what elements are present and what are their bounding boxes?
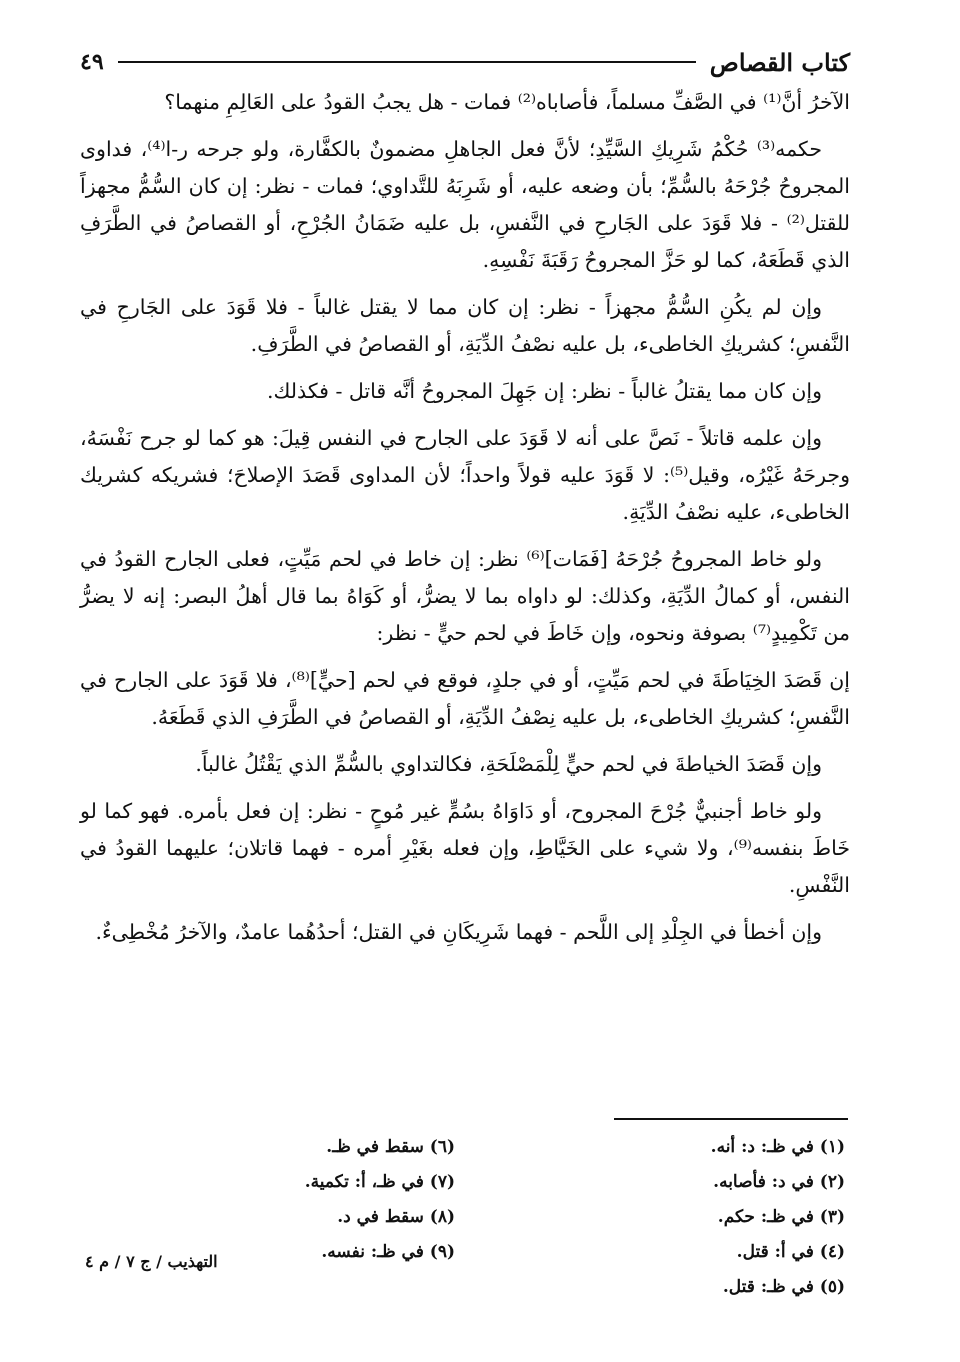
footnotes-right-column [585,1130,845,1305]
paragraph: إن قَصَدَ الخِيَاطَةَ في لحم مَيِّتٍ، أو في جلدٍ، فوقع في لحم [حيٍّ]⁽⁸⁾، فلا قَوَدَ على الجارح في النَّفسِ؛ كشريكِ الخاطىء، بل عليه نِصْفُ الدِّيَةِ، أو القصاصُ في الطَّرَفِ الذي قَطَعَهُ. [80,668,851,729]
footnote: (٤) في أ: قتل. [736,1242,845,1262]
footnote: (٨) سقط في د. [337,1207,455,1227]
footnote-divider [614,1118,848,1120]
footnote: (٧) في ظـ، أ: تكمية. [304,1172,455,1192]
printer-signature: التهذيب / ج ٧ / م ٤ [85,1252,218,1271]
paragraph: وإن علمه قاتلاً - نَصَّ على أنه لا قَوَدَ على الجارح في النفس قِيلَ: هو كما لو جرح نَفْسَهُ، وجرحَهُ غَيْرُه، وقيل⁽⁵⁾: لا قَوَدَ عليه قولاً واحداً؛ لأن المداوى قَصَدَ الإصلاحَ؛ فشريكه كشريك الخاطىء، عليه نصْفُ الدِّيَةِ. [80,426,850,524]
footnote: (٦) سقط في ظـ. [326,1137,455,1157]
paragraph: ولو خاط أجنبيٌّ جُرْحَ المجروح، أو دَاوَاهُ بسُمٍّ غير مُوحٍ - نظر: إن فعل بأمره. فهو كما لو خَاطَ بنفسه⁽⁹⁾، ولا شيء على الخَيَّاطِ، وإن فعله بغَيْرِ أمره - فهما قاتلان؛ عليهما القودُ في النَّفْسِ. [80,799,851,897]
footnote: (٥) في ظـ: قتل. [722,1277,845,1297]
header-rule [118,61,696,63]
paragraph: وإن قَصَدَ الخياطةَ في لحم حيٍّ لِلْمَصْلَحَةِ، فكالتداوي بالسُّمِّ الذي يَقْتُلُ غالباً. [195,752,822,776]
running-header [80,40,850,84]
footnote: (٣) في ظـ: حكم. [717,1207,845,1227]
paragraph: الآخرُ أنَّ⁽¹⁾ في الصَّفِّ مسلماً، فأصاباه⁽²⁾ فمات - هل يجبُ القودُ على العَالِمِ منهما؟ [164,90,850,114]
footnote: (٢) في د: فأصابه. [713,1172,845,1192]
paragraph: حكمه⁽³⁾ حُكْمُ شَرِيكِ السَّيِّدِ؛ لأنَّ فعل الجاهلِ مضمونٌ بالكفَّارة، ولو جرحه ر-ا⁽⁴⁾، فداوى المجروحُ جُرْحَهُ بالسُّمِّ؛ بأن وضعه عليه، أو شَرِبَهُ للتَّداوي؛ فمات - نظر: إن كان السُّمُّ مجهزاً للقتل⁽²⁾ - فلا قَوَدَ على الجَارحِ في النَّفسِ، بل عليه ضَمَانُ الجُرْحِ، أو القصاصُ في الطَّرَفِ الذي قَطَعَهُ، كما لو حَزَّ المجروحُ رَقَبَةَ نَفْسِهِ. [80,137,850,272]
main-text [80,84,850,961]
footnote: (١) في ظـ: د: أنه. [710,1137,845,1157]
chapter-title: كتاب القصاص [709,47,850,77]
paragraph: وإن كان مما يقتلُ غالباً - نظر: إن جَهِلَ المجروحُ أنَّه قاتل - فكذلك. [267,379,822,403]
paragraph: ولو خاط المجروحُ جُرْحَهُ [فَمَات]⁽⁶⁾ نظر: إن خاط في لحم مَيِّتٍ، فعلى الجارح القودُ في النفس، أو كمالُ الدِّيَةِ، وكذلك: لو داواه بما لا يضرُّ، أو كَوَاهُ بما قال أهلُ البصر: إنه لا يضرُّ من تَكْمِيدٍ⁽⁷⁾ بصوفة ونحوه، وإن خَاطَ في لحم حيٍّ - نظر: [80,547,850,645]
footnote: (٩) في ظـ: نفسه. [321,1242,455,1262]
page-number: ٤٩ [80,49,104,75]
paragraph: وإن أخطأ في الجِلْدِ إلى اللَّحم - فهما شَرِيكَانِ في القتل؛ أحدُهُما عامدٌ، والآخرُ مُخْطِىءٌ. [95,920,822,944]
paragraph: وإن لم يكُنِ السُّمُّ مجهزاً - نظر: إن كان مما لا يقتل غالباً - فلا قَوَدَ على الجَارحِ في النَّفسِ؛ كشريكِ الخاطىء، بل عليه نصْفُ الدِّيَةِ، أو القصاصُ في الطَّرَفِ. [80,295,850,356]
footnotes-left-column [195,1130,455,1270]
